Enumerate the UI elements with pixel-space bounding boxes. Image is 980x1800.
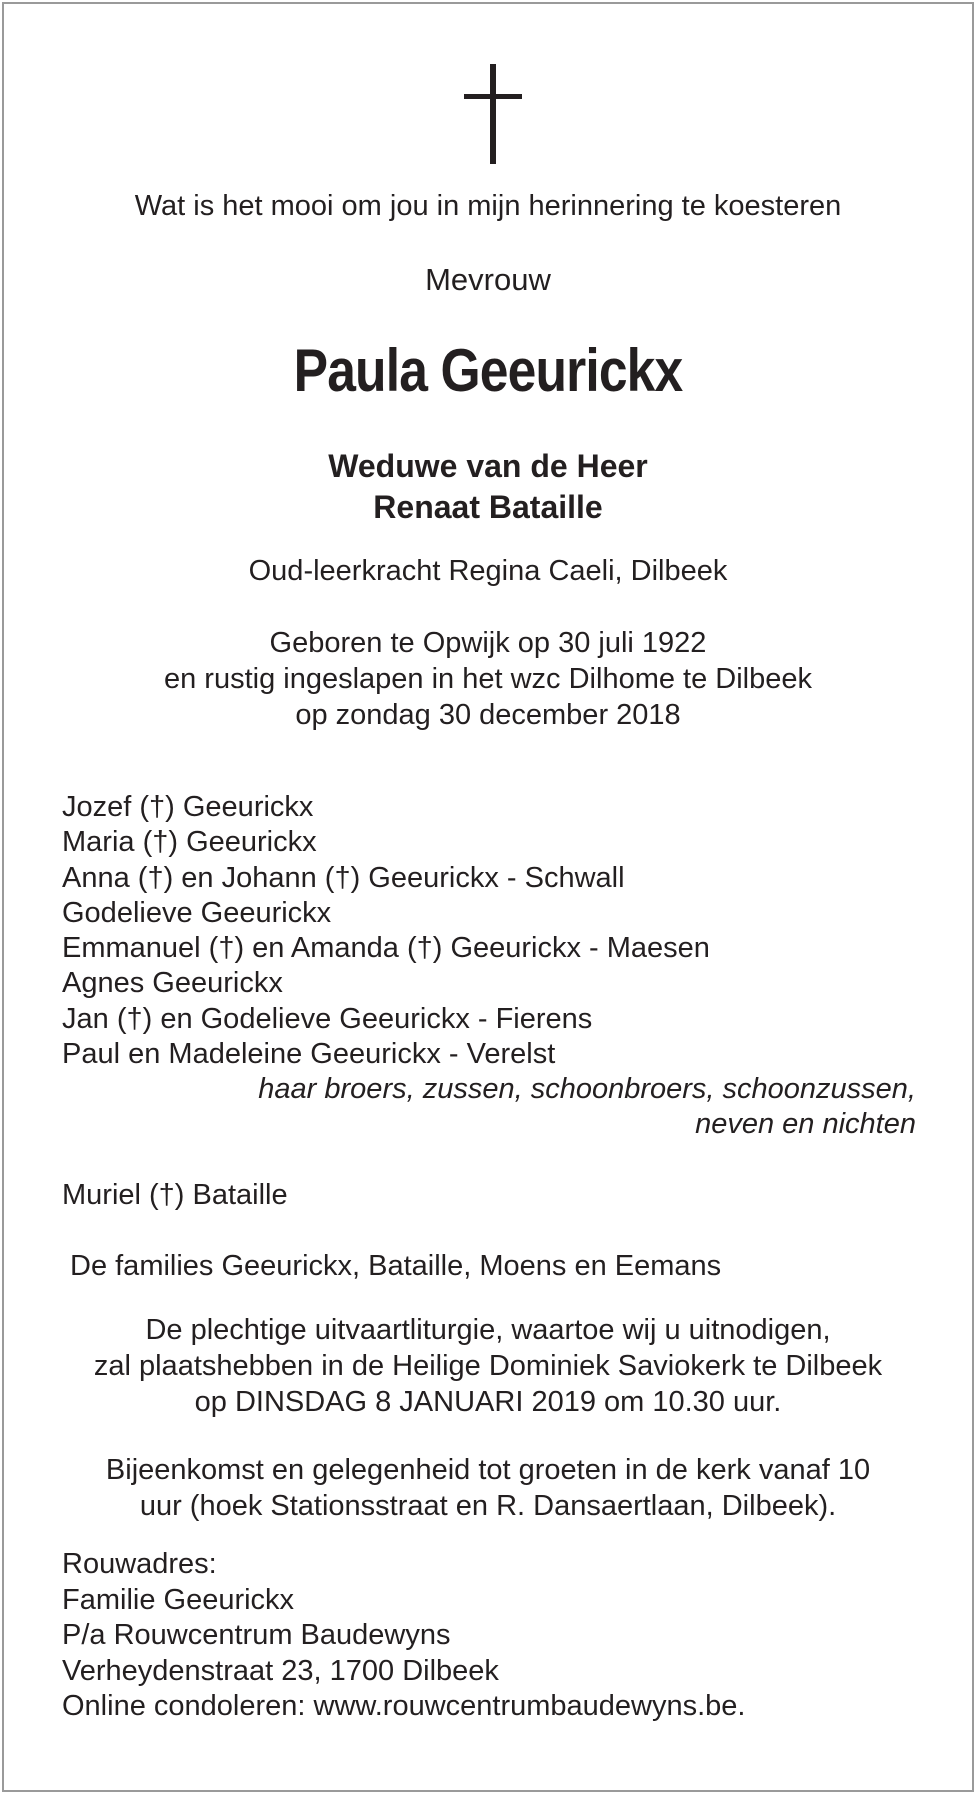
family-member: Paul en Madeleine Geeurickx - Verelst (62, 1038, 556, 1071)
family-member: Agnes Geeurickx (62, 967, 283, 1000)
family-member: Maria (†) Geeurickx (62, 826, 317, 859)
address-line: P/a Rouwcentrum Baudewyns (62, 1619, 451, 1651)
death-notice (2, 2, 974, 1792)
deceased-name: Paula Geeurickx (293, 337, 683, 404)
cross-icon (464, 64, 522, 164)
family-relation (258, 1072, 916, 1142)
family-member: Jozef (†) Geeurickx (62, 791, 314, 823)
birth-line: Geboren te Opwijk op 30 juli 1922 (269, 627, 707, 659)
address-label: Rouwadres: (62, 1548, 217, 1580)
family-member: Anna (†) en Johann (†) Geeurickx - Schwall (62, 861, 625, 894)
family-member: Emmanuel (†) en Amanda (†) Geeurickx - Maesen (62, 932, 710, 965)
widow-line: Weduwe van de Heer (328, 448, 648, 484)
memorial-quote: Wat is het mooi om jou in mijn herinnering te koesteren (134, 190, 842, 222)
meeting-line: Bijeenkomst en gelegenheid tot groeten in de kerk vanaf 10 (105, 1454, 871, 1486)
occupation: Oud-leerkracht Regina Caeli, Dilbeek (248, 555, 728, 587)
family-member-other: Muriel (†) Bataille (62, 1179, 288, 1211)
families-line: De families Geeurickx, Bataille, Moens en Eemans (70, 1250, 722, 1282)
liturgy-line: zal plaatshebben in de Heilige Dominiek Saviokerk te Dilbeek (93, 1350, 883, 1382)
family-member: Godelieve Geeurickx (62, 896, 332, 929)
death-place-line: en rustig ingeslapen in het wzc Dilhome te Dilbeek (163, 663, 812, 695)
address-line: Familie Geeurickx (62, 1583, 295, 1616)
meeting-line: uur (hoek Stationsstraat en R. Dansaertlaan, Dilbeek). (139, 1490, 837, 1522)
funeral-liturgy (4, 1312, 972, 1420)
family-list (62, 790, 710, 1072)
spouse-name: Renaat Bataille (373, 489, 603, 525)
widow-of (4, 446, 972, 528)
meeting-info (4, 1452, 972, 1524)
relation-line: neven en nichten (695, 1108, 916, 1140)
honorific: Mevrouw (425, 262, 551, 297)
liturgy-line: op DINSDAG 8 JANUARI 2019 om 10.30 uur. (194, 1386, 782, 1418)
address-line: Verheydenstraat 23, 1700 Dilbeek (62, 1654, 499, 1687)
liturgy-line: De plechtige uitvaartliturgie, waartoe wij u uitnodigen, (145, 1314, 831, 1346)
family-member: Jan (†) en Godelieve Geeurickx - Fierens (62, 1002, 593, 1035)
mourning-address (62, 1547, 745, 1725)
death-date-line: op zondag 30 december 2018 (295, 699, 681, 731)
relation-line: haar broers, zussen, schoonbroers, schoonzussen, (258, 1073, 916, 1105)
birth-death-info (4, 625, 972, 733)
condolence-link[interactable]: Online condoleren: www.rouwcentrumbaudewyns.be. (62, 1690, 746, 1722)
